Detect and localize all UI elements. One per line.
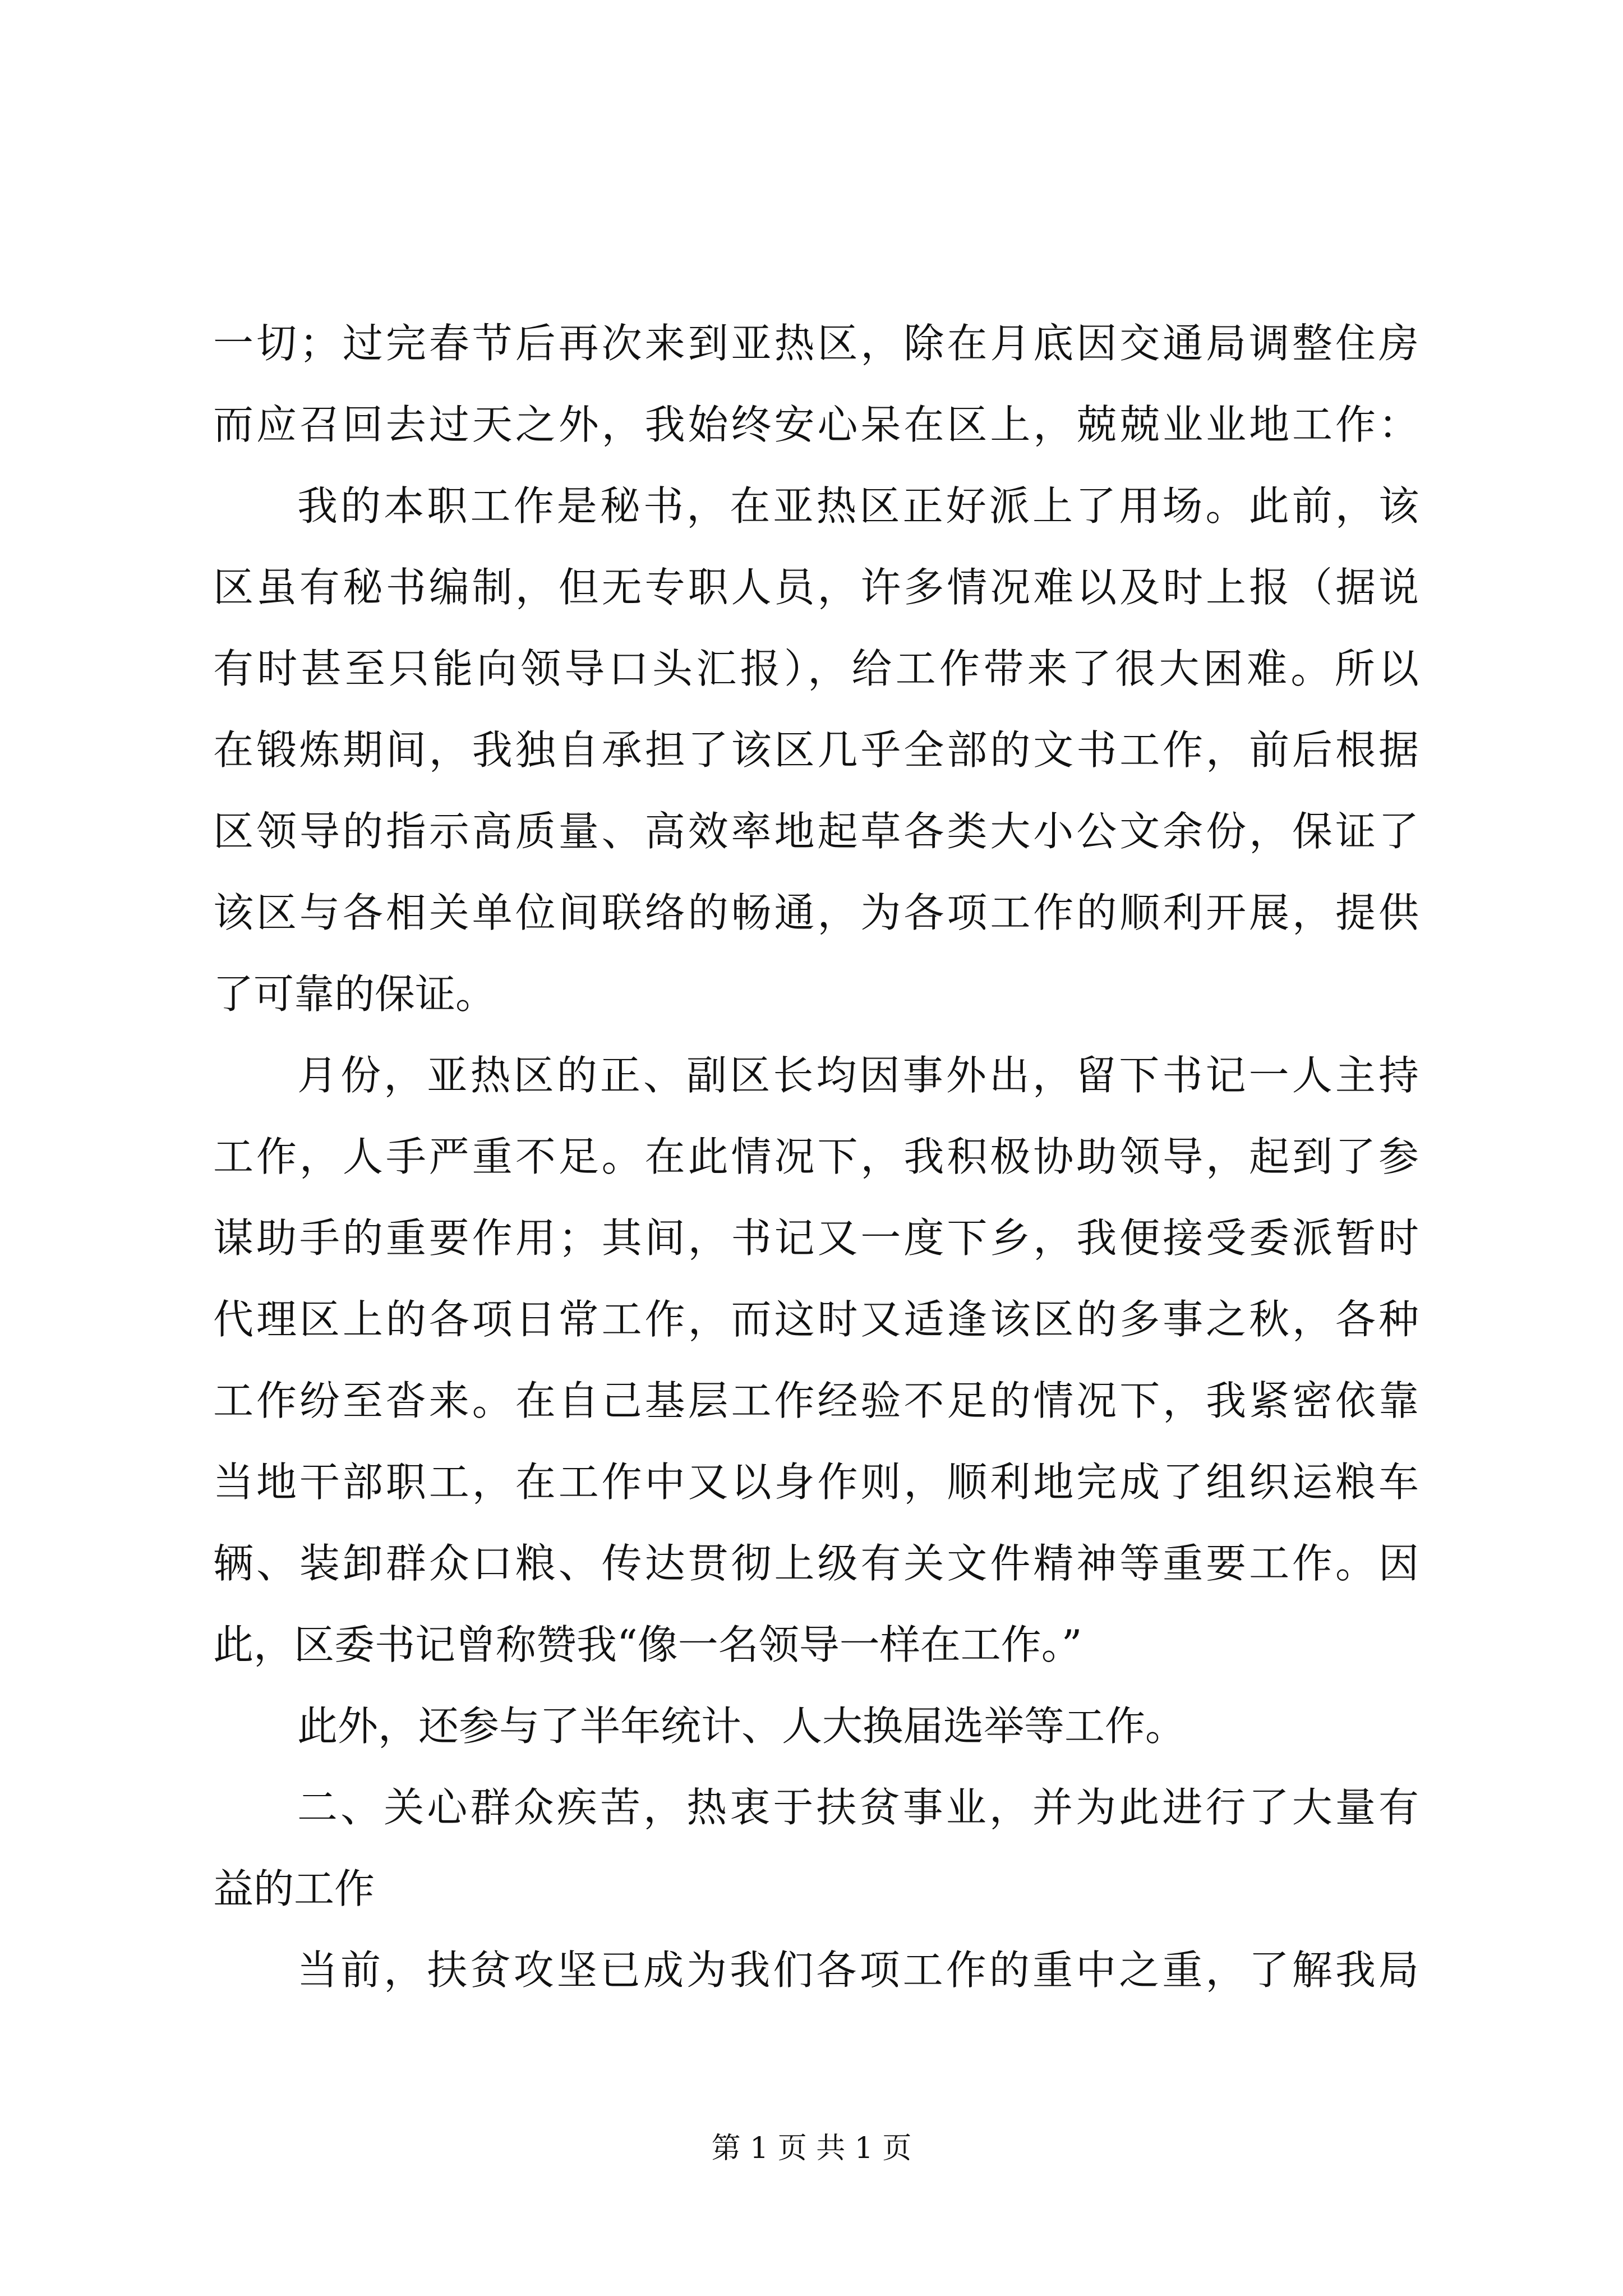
text-line: 而应召回去过天之外，我始终安心呆在区上，兢兢业业地工作： [213, 401, 1419, 448]
page-footer: 第 1 页 共 1 页 [711, 2132, 912, 2165]
text-line: 区虽有秘书编制，但无专职人员，许多情况难以及时上报（据说 [213, 564, 1419, 611]
text-line: 一切；过完春节后再次来到亚热区，除在月底因交通局调整住房 [213, 320, 1419, 367]
text-line: 代理区上的各项日常工作，而这时又适逢该区的多事之秋，各种 [213, 1296, 1419, 1343]
text-line: 当地干部职工，在工作中又以身作则，顺利地完成了组织运粮车 [213, 1458, 1419, 1506]
section-heading: 二、关心群众疾苦，热衷于扶贫事业，并为此进行了大量有 [297, 1784, 1419, 1831]
text-line: 了可靠的保证。 [213, 970, 496, 1018]
text-line: 区领导的指示高质量、高效率地起草各类大小公文余份，保证了 [213, 808, 1419, 855]
text-line: 该区与各相关单位间联络的畅通，为各项工作的顺利开展，提供 [213, 889, 1419, 936]
text-line: 此，区委书记曾称赞我“像一名领导一样在工作。” [213, 1621, 1082, 1668]
paragraph-first-line: 此外，还参与了半年统计、人大换届选举等工作。 [297, 1703, 1186, 1750]
text-line: 谋助手的重要作用；其间，书记又一度下乡，我便接受委派暂时 [213, 1214, 1419, 1262]
text-line: 辆、装卸群众口粮、传达贯彻上级有关文件精神等重要工作。因 [213, 1540, 1419, 1587]
document-body [213, 303, 1419, 2011]
text-line: 工作，人手严重不足。在此情况下，我积极协助领导，起到了参 [213, 1133, 1419, 1180]
section-heading-continued: 益的工作 [213, 1865, 375, 1912]
paragraph-first-line: 月份，亚热区的正、副区长均因事外出，留下书记一人主持 [297, 1052, 1419, 1099]
text-line: 有时甚至只能向领导口头汇报），给工作带来了很大困难。所以 [213, 645, 1419, 692]
paragraph-first-line: 我的本职工作是秘书，在亚热区正好派上了用场。此前，该 [297, 482, 1419, 530]
paragraph-first-line: 当前，扶贫攻坚已成为我们各项工作的重中之重，了解我局 [297, 1947, 1419, 1994]
text-line: 在锻炼期间，我独自承担了该区几乎全部的文书工作，前后根据 [213, 726, 1419, 774]
text-line: 工作纷至沓来。在自己基层工作经验不足的情况下，我紧密依靠 [213, 1377, 1419, 1424]
